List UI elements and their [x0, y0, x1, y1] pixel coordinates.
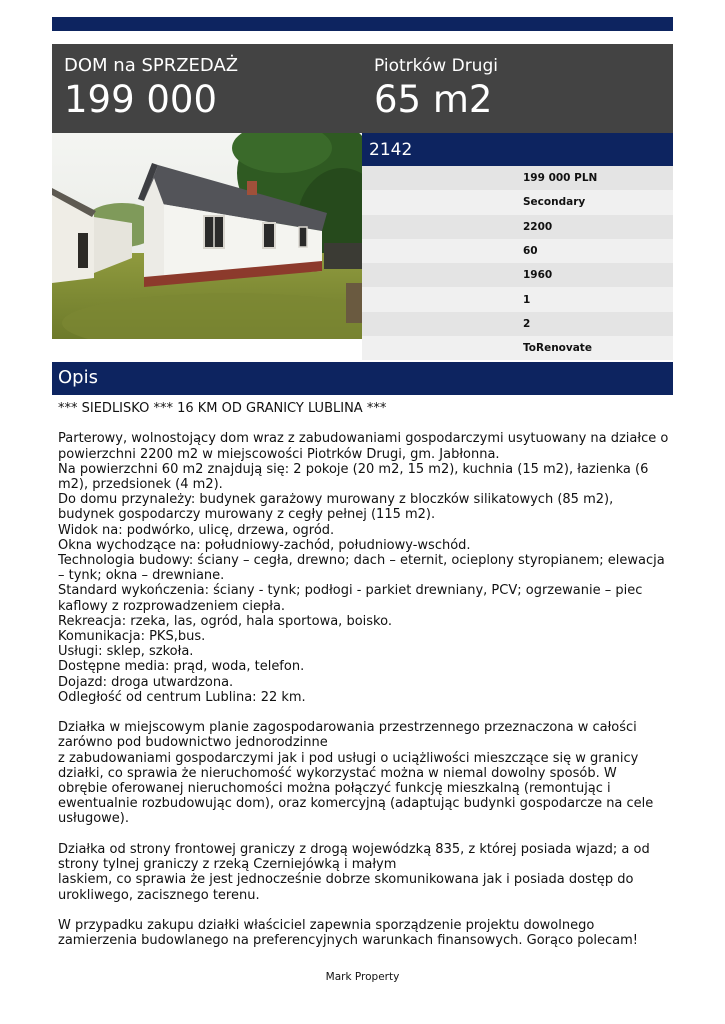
description-paragraph: Parterowy, wolnostojący dom wraz z zabudowaniami gospodarczymi usytuowany na działce o powierzchni 2200 m2 w miejscowości Piotrków Drugi, gm. Jabłonna.: [58, 431, 673, 462]
detail-value: 199 000 PLN: [523, 172, 598, 185]
property-type-label: DOM na SPRZEDAŻ: [64, 55, 239, 76]
house-photo-illustration: [52, 133, 362, 339]
description-paragraph: Standard wykończenia: ściany - tynk; podłogi - parkiet drewniany, PCV; ogrzewanie – piec kaflowy z rozprowadzeniem ciepła.: [58, 583, 647, 614]
description-title: Opis: [58, 367, 98, 388]
listing-id: 2142: [369, 140, 413, 160]
detail-value: 2: [523, 317, 531, 330]
price-value: 199 000: [64, 78, 218, 121]
description-paragraph: Dostępne media: prąd, woda, telefon.: [58, 659, 305, 675]
description-paragraph: Dojazd: droga utwardzona.: [58, 674, 234, 690]
description-paragraph: Widok na: podwórko, ulicę, drzewa, ogród.: [58, 522, 335, 538]
description-paragraph: Komunikacja: PKS,bus.: [58, 629, 206, 645]
description-paragraph: Usługi: sklep, szkoła.: [58, 644, 194, 660]
detail-row-rooms: [362, 312, 673, 336]
description-paragraph: Rekreacja: rzeka, las, ogród, hala sportowa, boisko.: [58, 613, 392, 629]
description-body: [58, 401, 673, 949]
description-paragraph: z zabudowaniami gospodarczymi jak i pod usługi o uciążliwości mieszczące się w granicy działki, co sprawia że nieruchomość wykorzystać można w niemal dowolny sposób. W obrębie oferowanej nieruchomości można połączyć funkcję mieszkalną (remontując i ewentualnie rozbudowując dom), oraz komercyjną (adaptując budynki gospodarcze na cele usługowe).: [58, 750, 658, 827]
detail-row-floors: [362, 287, 673, 311]
detail-value: 1960: [523, 269, 553, 282]
top-accent-bar: [52, 17, 673, 31]
detail-value: 2200: [523, 220, 553, 233]
description-paragraph: Do domu przynależy: budynek garażowy murowany z bloczków silikatowych (85 m2), budynek gospodarczy murowany z cegły pełnej (115 m2).: [58, 492, 618, 523]
description-paragraph: Na powierzchni 60 m2 znajdują się: 2 pokoje (20 m2, 15 m2), kuchnia (15 m2), łazienka (6 m2), przedsionek (4 m2).: [58, 461, 653, 493]
property-photo: [52, 133, 362, 339]
detail-row-year-built: [362, 263, 673, 287]
description-paragraph: *** SIEDLISKO *** 16 KM OD GRANICY LUBLINA ***: [58, 401, 387, 416]
description-paragraph: [58, 903, 670, 918]
description-paragraph: [58, 416, 670, 431]
detail-row-market: [362, 190, 673, 214]
listing-id-bar: [362, 133, 673, 166]
description-paragraph: Działka od strony frontowej graniczy z drogą wojewódzką 835, z której posiada wjazd; a od strony tylnej graniczy z rzeką Czerniejówką i małym: [58, 841, 654, 873]
detail-value: ToRenovate: [523, 342, 592, 355]
description-paragraph: [58, 705, 670, 720]
footer-company: Mark Property: [325, 971, 400, 983]
description-paragraph: [58, 827, 670, 842]
description-paragraph: laskiem, co sprawia że jest jednocześnie dobrze skomunikowana jak i posiada dostęp do urokliwego, zacisznego terenu.: [58, 872, 638, 903]
header-left: [64, 56, 238, 122]
detail-row-usable-area: [362, 239, 673, 263]
detail-row-condition: [362, 336, 673, 360]
listing-header: [52, 44, 673, 133]
detail-row-plot-area: [362, 215, 673, 239]
detail-row-price: [362, 166, 673, 190]
description-paragraph: W przypadku zakupu działki właściciel zapewnia sporządzenie projektu dowolnego zamierzenia budowlanego na preferencyjnych warunkach finansowych. Gorąco polecam!: [58, 917, 639, 949]
description-paragraph: Odległość od centrum Lublina: 22 km.: [58, 689, 306, 705]
detail-value: Secondary: [523, 196, 586, 209]
location-label: Piotrków Drugi: [374, 56, 498, 76]
description-paragraph: Działka w miejscowym planie zagospodarowania przestrzennego przeznaczona w całości zarówno pod budownictwo jednorodzinne: [58, 720, 641, 751]
description-paragraph: Okna wychodzące na: południowy-zachód, południowy-wschód.: [58, 537, 471, 553]
description-paragraph: Technologia budowy: ściany – cegła, drewno; dach – eternit, ocieplony styropianem; elewacja – tynk; okna – drewniane.: [58, 553, 669, 584]
details-table: [362, 166, 673, 360]
description-header-bar: [52, 362, 673, 395]
area-value: 65 m2: [374, 78, 493, 121]
header-right: [374, 56, 498, 122]
detail-value: 1: [523, 293, 531, 306]
detail-value: 60: [523, 245, 538, 258]
